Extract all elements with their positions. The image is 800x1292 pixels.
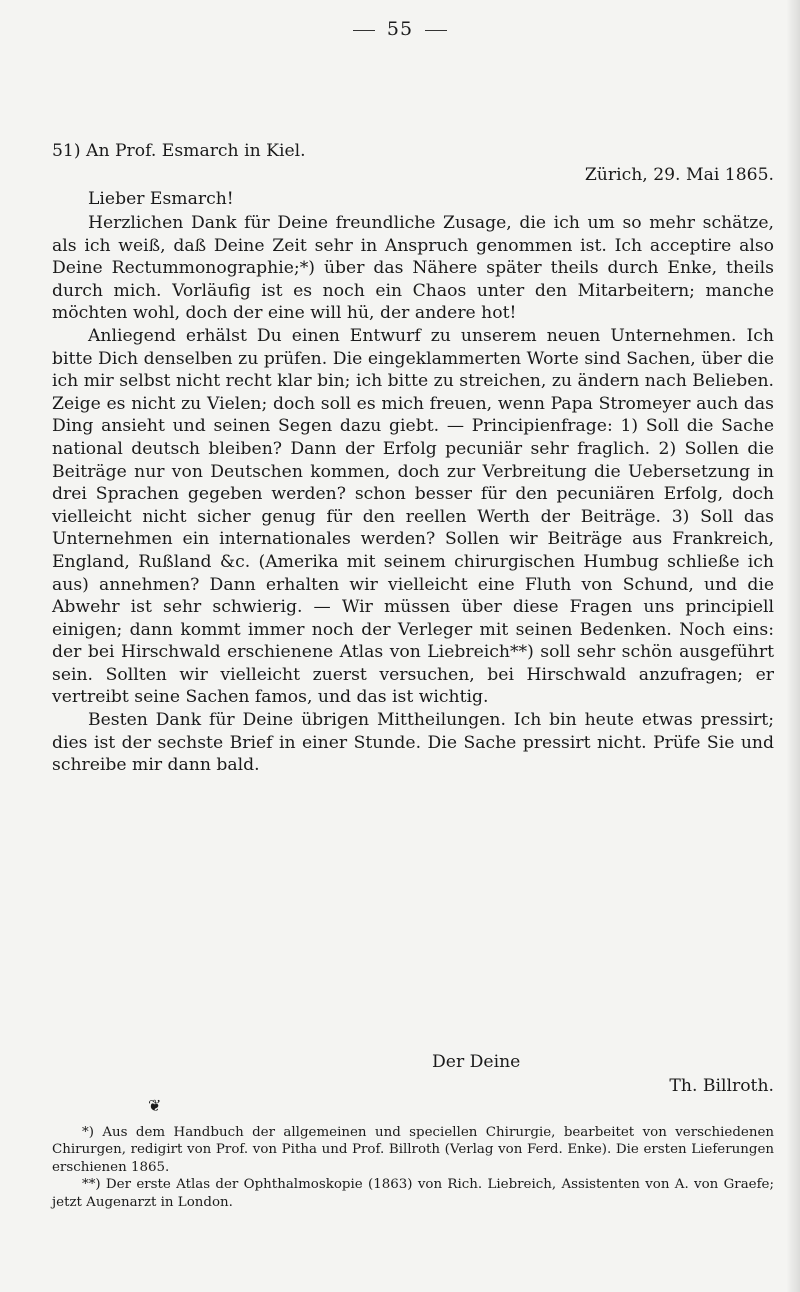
fleuron-ornament-icon: ❦ (148, 1096, 162, 1115)
letter-heading: 51) An Prof. Esmarch in Kiel. (52, 141, 306, 161)
letter-closing: Der Deine (432, 1052, 521, 1072)
footnote: **) Der erste Atlas der Ophthalmoskopie (1863) von Rich. Liebreich, Assistenten von A. von Graefe; jetzt Augenarzt in London. (52, 1177, 774, 1210)
right-dash (425, 30, 447, 31)
footnotes (52, 1124, 774, 1211)
page-number-text: 55 (386, 18, 414, 40)
letter-signature: Th. Billroth. (669, 1076, 774, 1096)
footnote: *) Aus dem Handbuch der allgemeinen und speciellen Chirurgie, bearbeitet von verschiedenen Chirurgen, redigirt von Prof. von Pitha und Prof. Billroth (Verlag von Ferd. Enke). Die ersten Lieferungen erschienen 1865. (52, 1125, 774, 1175)
letter-salutation: Lieber Esmarch! (88, 189, 234, 209)
paragraph: Herzlichen Dank für Deine freundliche Zusage, die ich um so mehr schätze, als ich weiß, daß Deine Zeit sehr in Anspruch genommen ist. Ich acceptire also Deine Rectummonographie;*) über das Nähere später theils durch Enke, theils durch mich. Vorläufig ist es noch ein Chaos unter den Mitarbeitern; manche möchten wohl, doch der eine will hü, der andere hot! (52, 213, 774, 324)
paragraph: Anliegend erhälst Du einen Entwurf zu unserem neuen Unternehmen. Ich bitte Dich denselben zu prüfen. Die eingeklammerten Worte sind Sachen, über die ich mir selbst nicht recht klar bin; ich bitte zu streichen, zu ändern nach Belieben. Zeige es nicht zu Vielen; doch soll es mich freuen, wenn Papa Stromeyer auch das Ding ansieht und seinen Segen dazu giebt. — Principienfrage: 1) Soll die Sache national deutsch bleiben? Dann der Erfolg pecuniär sehr fraglich. 2) Sollen die Beiträge nur von Deutschen kommen, doch zur Verbreitung die Uebersetzung in drei Sprachen gegeben werden? schon besser für den pecuniären Erfolg, doch vielleicht nicht sicher genug für den reellen Werth der Beiträge. 3) Soll das Unternehmen ein internationales werden? Sollen wir Beiträge aus Frankreich, England, Rußland &c. (Amerika mit seinem chirurgischen Humbug schließe ich aus) annehmen? Dann erhalten wir vielleicht eine Fluth von Schund, und die Abwehr ist sehr schwierig. — Wir müssen über diese Fragen uns principiell einigen; dann kommt immer noch der Verleger mit seinen Bedenken. Noch eins: der bei Hirschwald erschienene Atlas von Liebreich**) soll sehr schön ausgeführt sein. Sollten wir vielleicht zuerst versuchen, bei Hirschwald anzufragen; er vertreibt seine Sachen famos, und das ist wichtig. (52, 325, 774, 708)
letter-body (52, 212, 774, 777)
page-number (0, 18, 800, 40)
paragraph: Besten Dank für Deine übrigen Mittheilungen. Ich bin heute etwas pressirt; dies ist der sechste Brief in einer Stunde. Die Sache pressirt nicht. Prüfe Sie und schreibe mir dann bald. (52, 710, 774, 776)
letter-dateline: Zürich, 29. Mai 1865. (584, 165, 774, 185)
left-dash (353, 30, 375, 31)
